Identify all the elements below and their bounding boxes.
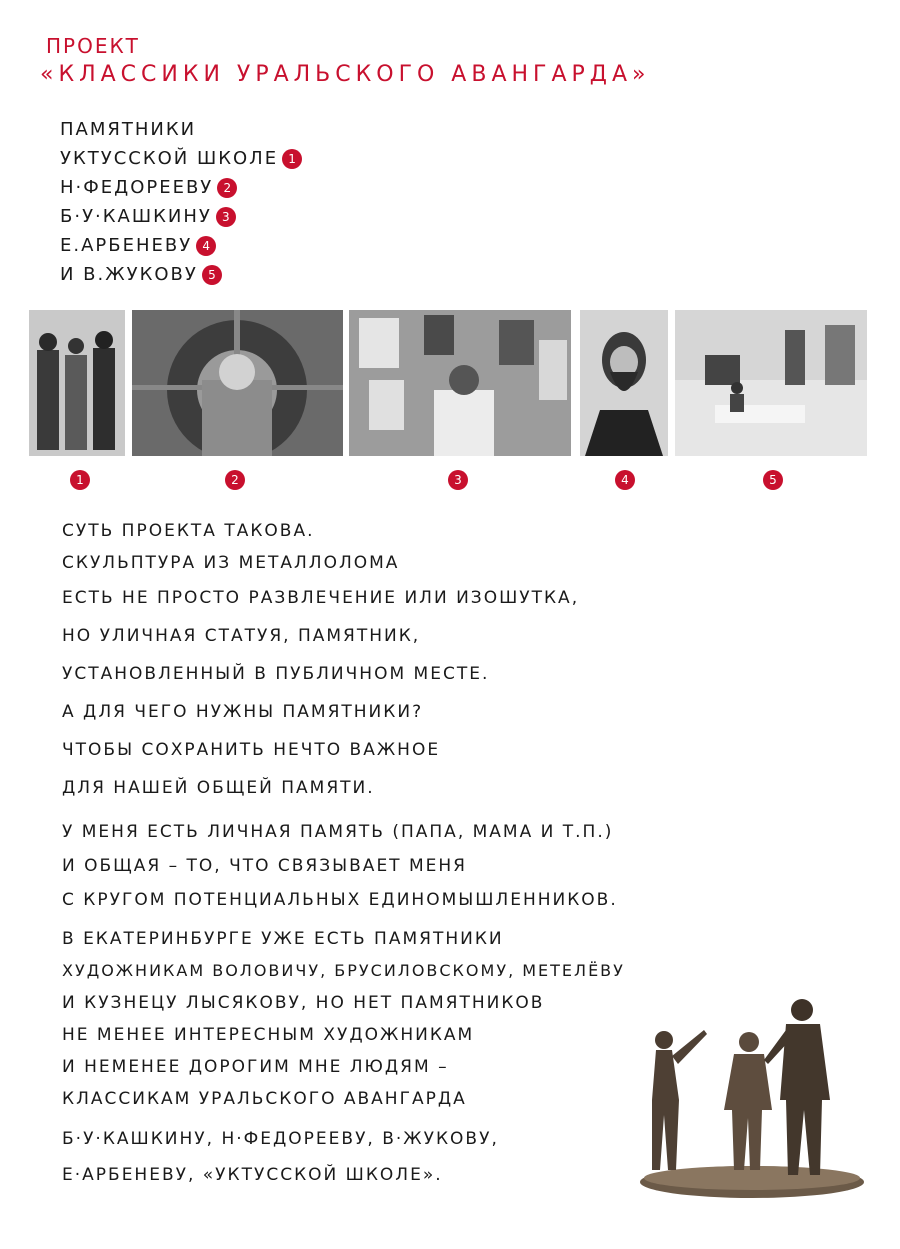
body-line: КЛАССИКАМ УРАЛЬСКОГО АВАНГАРДА xyxy=(62,1089,467,1109)
body-line: И КУЗНЕЦУ ЛЫСЯКОВУ, НО НЕТ ПАМЯТНИКОВ xyxy=(62,993,545,1013)
monument-item xyxy=(60,173,302,202)
photo-man-in-gallery xyxy=(675,310,867,456)
photo-bearded-man-portrait xyxy=(580,310,668,456)
body-line: И НЕМЕНЕЕ ДОРОГИМ МНЕ ЛЮДЯМ – xyxy=(62,1057,449,1077)
body-line: СКУЛЬПТУРА ИЗ МЕТАЛЛОЛОМА xyxy=(62,553,400,573)
body-line: ЧТОБЫ СОХРАНИТЬ НЕЧТО ВАЖНОЕ xyxy=(62,740,441,760)
monument-item xyxy=(60,260,302,289)
project-title: «КЛАССИКИ УРАЛЬСКОГО АВАНГАРДА» xyxy=(40,62,651,87)
body-line: УСТАНОВЛЕННЫЙ В ПУБЛИЧНОМ МЕСТЕ. xyxy=(62,664,490,684)
body-line: НЕ МЕНЕЕ ИНТЕРЕСНЫМ ХУДОЖНИКАМ xyxy=(62,1025,475,1045)
photo-number-badge: 2 xyxy=(225,470,245,490)
monuments-heading: ПАМЯТНИКИ xyxy=(60,119,197,140)
body-line: И ОБЩАЯ – ТО, ЧТО СВЯЗЫВАЕТ МЕНЯ xyxy=(62,856,467,876)
monument-item-label: Б·У·КАШКИНУ xyxy=(60,206,212,227)
monument-item xyxy=(60,144,302,173)
body-line: НО УЛИЧНАЯ СТАТУЯ, ПАМЯТНИК, xyxy=(62,626,421,646)
photo-man-with-circle-artwork xyxy=(132,310,343,456)
body-line: С КРУГОМ ПОТЕНЦИАЛЬНЫХ ЕДИНОМЫШЛЕННИКОВ. xyxy=(62,890,618,910)
bronze-sculpture-image xyxy=(634,990,864,1200)
project-label: ПРОЕКТ xyxy=(46,34,140,58)
body-line: ЕСТЬ НЕ ПРОСТО РАЗВЛЕЧЕНИЕ ИЛИ ИЗОШУТКА, xyxy=(62,588,580,608)
number-badge: 1 xyxy=(282,149,302,169)
monument-item-label: Н·ФЕДОРЕЕВУ xyxy=(60,177,214,198)
monument-item xyxy=(60,231,302,260)
body-line: В ЕКАТЕРИНБУРГЕ УЖЕ ЕСТЬ ПАМЯТНИКИ xyxy=(62,929,504,949)
body-line: А ДЛЯ ЧЕГО НУЖНЫ ПАМЯТНИКИ? xyxy=(62,702,424,722)
monument-item-label: УКТУССКОЙ ШКОЛЕ xyxy=(60,148,279,169)
body-line: У МЕНЯ ЕСТЬ ЛИЧНАЯ ПАМЯТЬ (ПАПА, МАМА И Т.П.) xyxy=(62,822,614,842)
body-line: Е·АРБЕНЕВУ, «УКТУССКОЙ ШКОЛЕ». xyxy=(62,1165,443,1185)
body-line: ДЛЯ НАШЕЙ ОБЩЕЙ ПАМЯТИ. xyxy=(62,778,375,798)
body-line: Б·У·КАШКИНУ, Н·ФЕДОРЕЕВУ, В·ЖУКОВУ, xyxy=(62,1129,499,1149)
photo-number-badge: 5 xyxy=(763,470,783,490)
photo-number-badge: 4 xyxy=(615,470,635,490)
body-line: ХУДОЖНИКАМ ВОЛОВИЧУ, БРУСИЛОВСКОМУ, МЕТЕЛЁВУ xyxy=(62,961,625,980)
photo-number-badge: 1 xyxy=(70,470,90,490)
photo-group-portrait xyxy=(29,310,125,456)
photo-number-badge: 3 xyxy=(448,470,468,490)
number-badge: 4 xyxy=(196,236,216,256)
number-badge: 5 xyxy=(202,265,222,285)
body-line: СУТЬ ПРОЕКТА ТАКОВА. xyxy=(62,521,315,541)
number-badge: 3 xyxy=(216,207,236,227)
monuments-list xyxy=(60,115,302,289)
monument-item-label: И В.ЖУКОВУ xyxy=(60,264,198,285)
number-badge: 2 xyxy=(217,178,237,198)
monument-item-label: Е.АРБЕНЕВУ xyxy=(60,235,193,256)
photo-artist-in-studio xyxy=(349,310,571,456)
monument-item xyxy=(60,202,302,231)
